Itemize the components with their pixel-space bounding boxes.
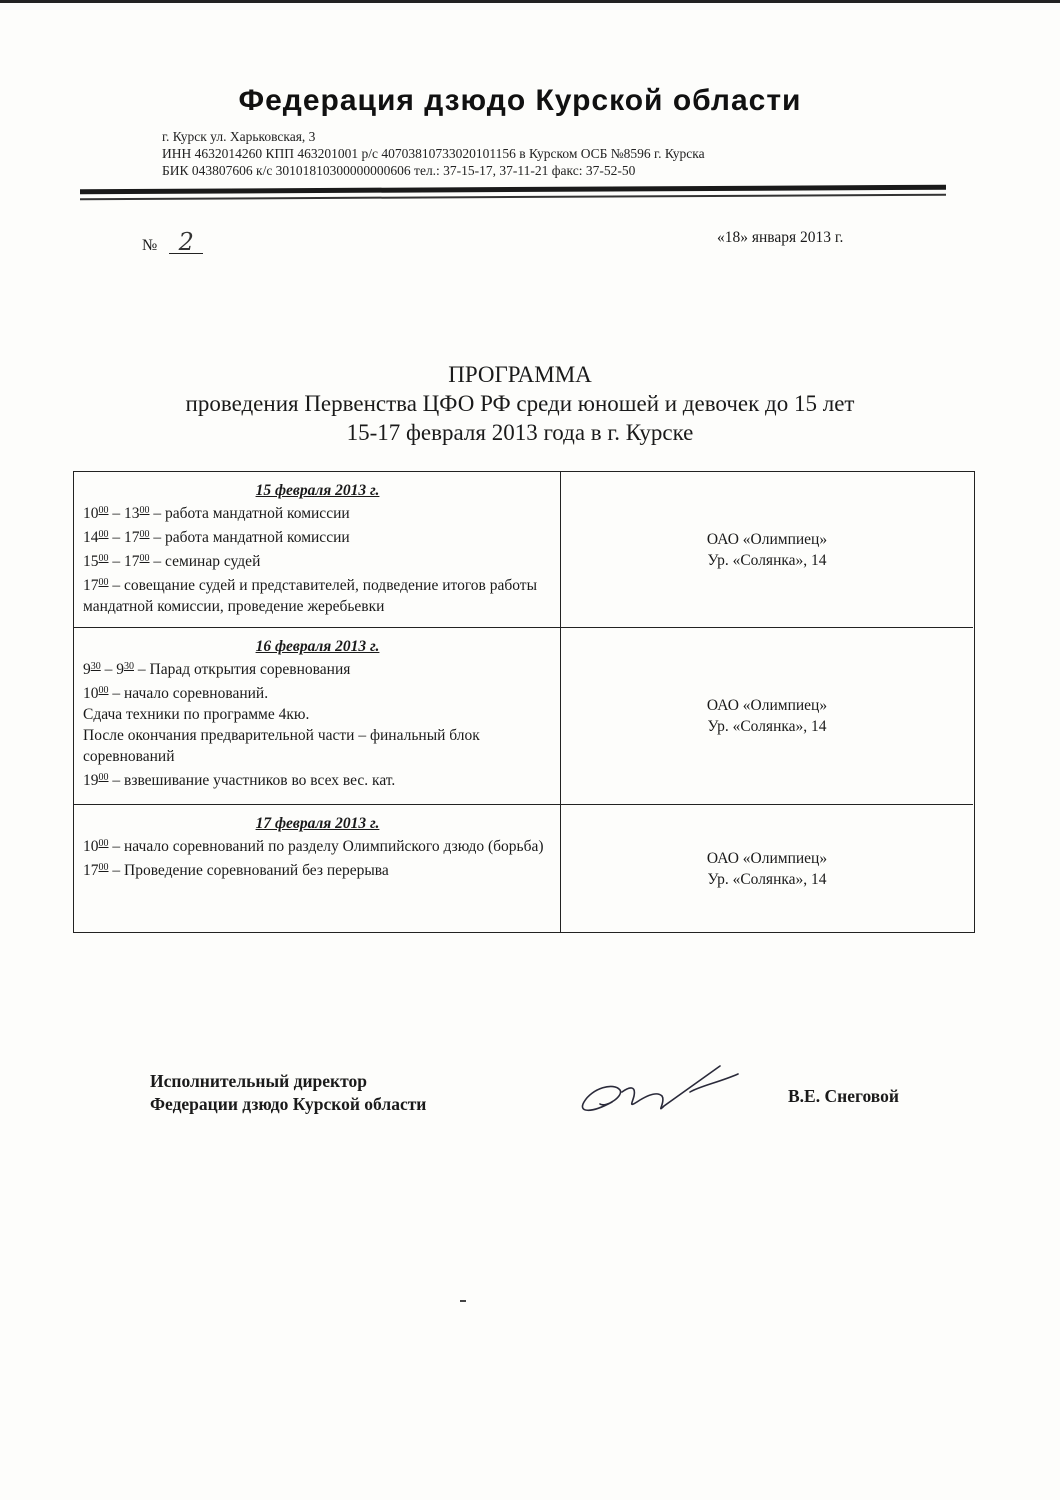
document-number — [142, 228, 203, 256]
day-heading: 15 февраля 2013 г. — [255, 482, 380, 499]
time-hours: 17 — [83, 862, 99, 879]
letterhead-rule — [80, 185, 946, 195]
time-hours: 10 — [83, 685, 99, 702]
schedule-events-cell — [74, 628, 561, 804]
letterhead-details — [162, 128, 862, 179]
scan-speck — [460, 1300, 466, 1302]
position-line: Федерации дзюдо Курской области — [150, 1094, 427, 1114]
day-heading: 17 февраля 2013 г. — [255, 815, 380, 832]
scan-edge — [0, 0, 1060, 3]
venue-name: ОАО «Олимпиец» — [706, 849, 828, 867]
time-minutes: 00 — [139, 553, 150, 564]
time-minutes: – — [100, 661, 117, 678]
schedule-item — [83, 767, 552, 791]
item-text: – начало соревнований. — [108, 685, 269, 702]
position-line: Исполнительный директор — [150, 1071, 367, 1091]
bank-details-line: ИНН 4632014260 КПП 463201001 р/с 40703810733020101156 в Курском ОСБ №8596 г. Курска — [162, 146, 705, 161]
item-text: – Проведение соревнований без перерыва — [108, 862, 389, 879]
schedule-venue-cell — [561, 805, 973, 932]
time-minutes: 00 — [139, 505, 150, 516]
document-date: «18» января 2013 г. — [717, 229, 844, 246]
handwritten-signature — [570, 1052, 750, 1132]
time-minutes: 00 — [98, 685, 109, 696]
item-text: – начало соревнований по разделу Олимпийского дзюдо (борьба) — [108, 838, 544, 855]
time-minutes: – — [108, 553, 124, 570]
time-minutes: 30 — [90, 661, 101, 672]
venue-name: ОАО «Олимпиец» — [706, 530, 828, 548]
schedule-item — [83, 656, 552, 680]
time-hours: 17 — [83, 577, 99, 594]
schedule-venue-cell — [561, 472, 973, 627]
program-dates: 15-17 февраля 2013 года в г. Курске — [346, 420, 694, 445]
time-hours: 10 — [83, 838, 99, 855]
schedule-venue-cell — [561, 628, 973, 804]
schedule-item — [83, 704, 552, 725]
organization-title: Федерация дзюдо Курской области — [238, 84, 802, 117]
time-minutes: 00 — [98, 505, 109, 516]
time-minutes: 00 — [98, 553, 109, 564]
time-minutes: 00 — [98, 862, 109, 873]
program-title: ПРОГРАММА — [448, 362, 592, 387]
venue-name: ОАО «Олимпиец» — [706, 697, 828, 714]
program-subtitle: проведения Первенства ЦФО РФ среди юношей и девочек до 15 лет — [185, 391, 855, 416]
address-line: г. Курск ул. Харьковская, 3 — [162, 129, 316, 144]
time-hours: 9 — [83, 661, 91, 678]
schedule-item — [83, 500, 552, 524]
schedule-row — [74, 805, 973, 932]
item-text: После окончания предварительной части – финальный блок соревнований — [83, 727, 480, 765]
schedule-events-cell — [74, 472, 561, 627]
time-minutes: 00 — [98, 577, 109, 588]
day-heading: 16 февраля 2013 г. — [255, 638, 380, 655]
schedule-item — [83, 857, 552, 881]
schedule-item — [83, 524, 552, 548]
time-minutes: 00 — [98, 772, 109, 783]
time-minutes: – — [108, 505, 124, 522]
item-text: – работа мандатной комиссии — [149, 505, 350, 522]
schedule-table — [73, 471, 975, 933]
signatory-position — [150, 1070, 426, 1116]
time-minutes: 00 — [139, 529, 150, 540]
letterhead-rule-thin — [80, 194, 946, 201]
item-text: Сдача техники по программе 4кю. — [83, 706, 310, 723]
schedule-row — [74, 472, 973, 628]
schedule-row — [74, 628, 973, 805]
venue-address: Ур. «Солянка», 14 — [707, 718, 827, 735]
venue-address: Ур. «Солянка», 14 — [707, 870, 827, 888]
program-heading — [0, 360, 1040, 447]
venue-address: Ур. «Солянка», 14 — [707, 551, 827, 569]
item-text: – совещание судей и представителей, подведение итогов работы мандатной комиссии, проведение жеребьевки — [83, 577, 537, 615]
time-hours: 17 — [124, 553, 140, 570]
schedule-item — [83, 680, 552, 704]
item-text: – Парад открытия соревнования — [134, 661, 351, 678]
time-minutes: 00 — [98, 838, 109, 849]
schedule-item — [83, 548, 552, 572]
item-text: – взвешивание участников во всех вес. кат. — [108, 772, 396, 789]
number-value: 2 — [169, 231, 203, 254]
schedule-item — [83, 833, 552, 857]
time-hours: 15 — [83, 553, 99, 570]
bik-phone-line: БИК 043807606 к/с 30101810300000000606 тел.: 37-15-17, 37-11-21 факс: 37-52-50 — [162, 163, 636, 178]
schedule-events-cell — [74, 805, 561, 932]
signatory-name: В.Е. Снеговой — [788, 1086, 899, 1106]
time-minutes: – — [108, 529, 124, 546]
time-hours: 19 — [83, 772, 99, 789]
schedule-item — [83, 725, 552, 767]
number-prefix: № — [142, 237, 158, 254]
time-hours: 13 — [124, 505, 140, 522]
item-text: – семинар судей — [149, 553, 261, 570]
time-hours: 10 — [83, 505, 99, 522]
time-minutes: 00 — [98, 529, 109, 540]
item-text: – работа мандатной комиссии — [149, 529, 350, 546]
time-minutes: 30 — [124, 661, 134, 672]
time-hours: 14 — [83, 529, 99, 546]
time-hours: 9 — [116, 661, 124, 678]
schedule-item — [83, 572, 552, 617]
time-hours: 17 — [124, 529, 140, 546]
